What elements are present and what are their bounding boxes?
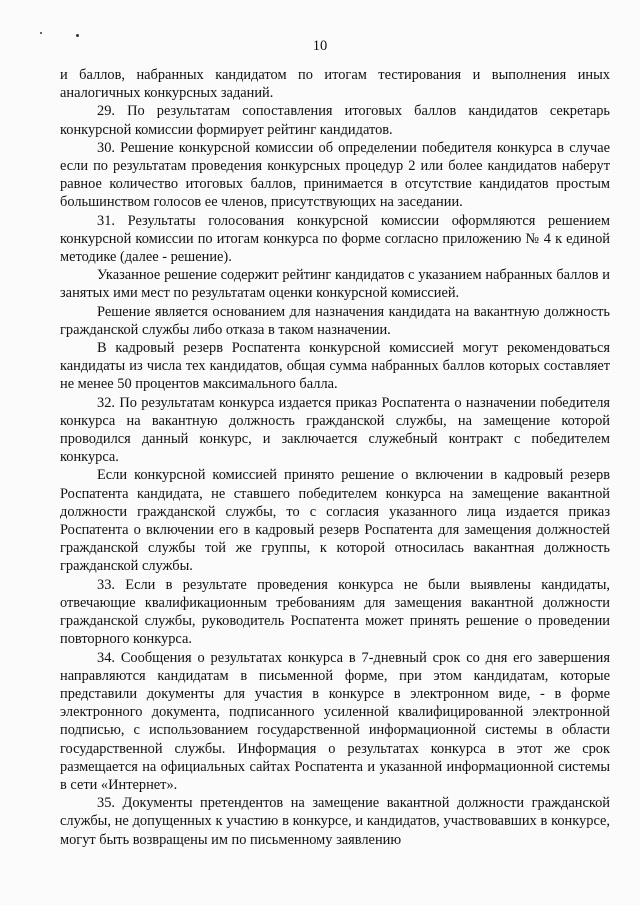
paragraph-31: 31. Результаты голосования конкурсной комиссии оформляются решением конкурсной комиссии по итогам конкурса по форме согласно приложению № 4 к единой методике (далее - решение). bbox=[60, 212, 610, 266]
paragraph-33: 33. Если в результате проведения конкурса не были выявлены кандидаты, отвечающие квалификационным требованиям для замещения вакантной должности гражданской службы, руководитель Роспатента может принять решение о проведении повторного конкурса. bbox=[60, 576, 610, 648]
paragraph-31-reserve: В кадровый резерв Роспатента конкурсной комиссией могут рекомендоваться кандидаты из числа тех кандидатов, общая сумма набранных баллов которых составляет не менее 50 процентов максимального балла. bbox=[60, 340, 610, 393]
paragraph-continuation: и баллов, набранных кандидатом по итогам тестирования и выполнения иных аналогичных конкурсных заданий. bbox=[60, 67, 610, 102]
paragraph-31-decision-basis: Решение является основанием для назначения кандидата на вакантную должность гражданской службы либо отказа в таком назначении. bbox=[60, 303, 610, 338]
paragraph-34: 34. Сообщения о результатах конкурса в 7-дневный срок со дня его завершения направляются кандидатам в письменной форме, при этом кандидатам, которые представили документы для участия в конкурсе в электронном виде, - в форме электронного документа, подписанного усиленной квалифицированной электронной подписью, с использованием государственной информационной системы в области государственной службы. Информация о результатах конкурса в этот же срок размещается на официальных сайтах Роспатента и указанной информационной системы в сети «Интернет». bbox=[60, 649, 610, 793]
scan-speck bbox=[40, 32, 42, 34]
document-body bbox=[60, 66, 610, 849]
paragraph-31-decision-content: Указанное решение содержит рейтинг кандидатов с указанием набранных баллов и занятых ими мест по результатам оценки конкурсной комиссией. bbox=[60, 267, 610, 302]
page-number: 10 bbox=[312, 38, 328, 54]
paragraph-32-reserve: Если конкурсной комиссией принято решение о включении в кадровый резерв Роспатента кандидата, не ставшего победителем конкурса на замещение вакантной должности гражданской службы, то с согласия указанного лица издается приказ Роспатента о включении его в кадровый резерв Роспатента для замещения должностей гражданской службы той же группы, к которой относилась вакантная должность гражданской службы. bbox=[60, 467, 610, 575]
paragraph-35: 35. Документы претендентов на замещение вакантной должности гражданской службы, не допущенных к участию в конкурсе, и кандидатов, участвовавших в конкурсе, могут быть возвращены им по письменному заявлению bbox=[60, 795, 610, 848]
paragraph-32: 32. По результатам конкурса издается приказ Роспатента о назначении победителя конкурса на вакантную должность гражданской службы, на замещение которой проводился данный конкурс, и заключается служебный контракт с победителем конкурса. bbox=[60, 394, 610, 466]
scan-speck bbox=[76, 34, 79, 37]
paragraph-29: 29. По результатам сопоставления итоговых баллов кандидатов секретарь конкурсной комиссии формирует рейтинг кандидатов. bbox=[60, 103, 610, 138]
paragraph-30: 30. Решение конкурсной комиссии об определении победителя конкурса в случае если по результатам проведения конкурсных процедур 2 или более кандидатов наберут равное количество итоговых баллов, принимается в отсутствие кандидатов простым большинством голосов ее членов, присутствующих на заседании. bbox=[60, 139, 610, 211]
